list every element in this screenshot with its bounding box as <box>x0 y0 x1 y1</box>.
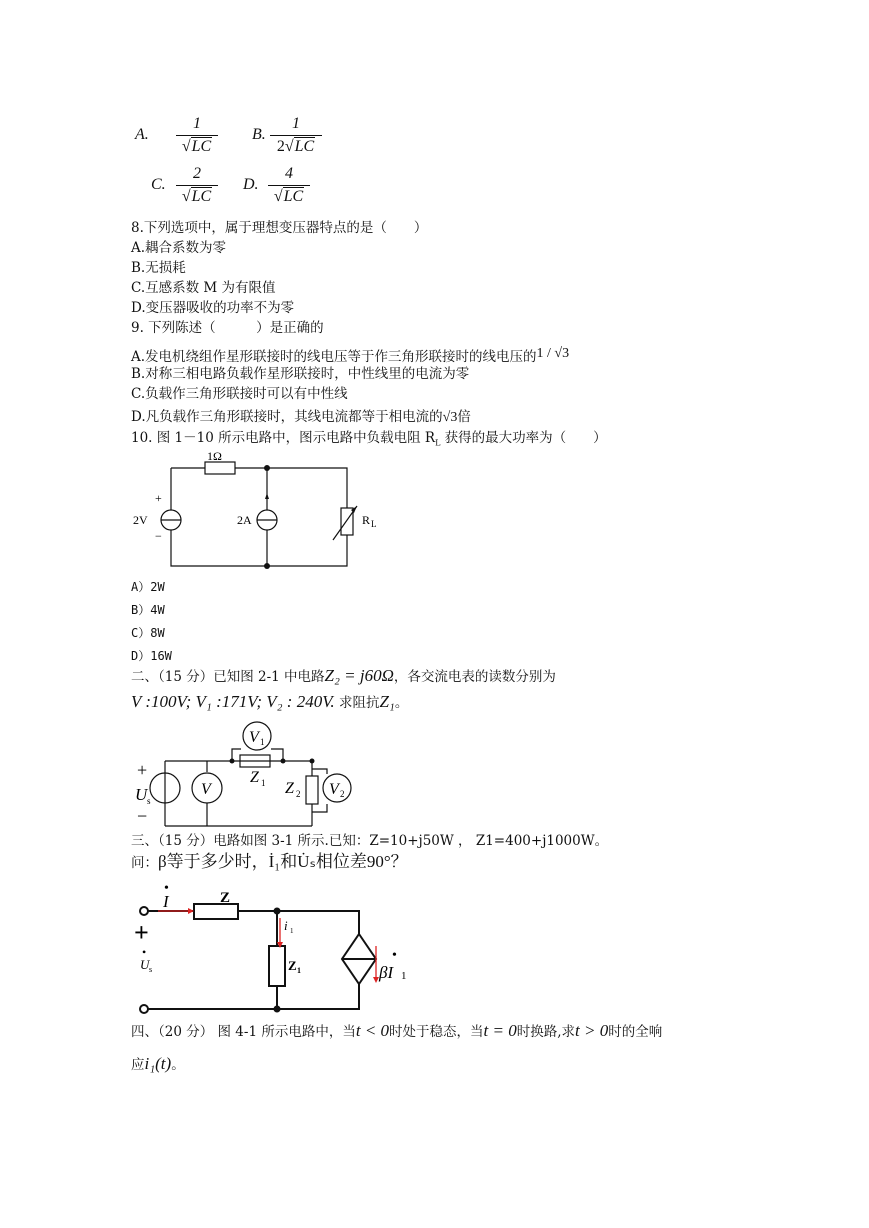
option-c-label: C. <box>151 176 166 193</box>
p2-line2-z: Z₁ <box>379 692 395 711</box>
option-c-fraction: $\frac{2}{√LC}$ <box>176 164 218 208</box>
option-b-label: B. <box>252 126 266 143</box>
p2-line1 <box>131 667 556 686</box>
p4-line2-post: 。 <box>171 1057 185 1073</box>
option-d-fraction: $\frac{4}{√LC}$ <box>268 164 310 208</box>
option-d-denominator: LC <box>283 188 304 205</box>
q8-option-a: A.耦合系数为零 <box>131 240 227 256</box>
option-b-denominator: LC <box>294 138 315 155</box>
circuit-figure-2-1 <box>125 714 365 826</box>
voltmeter-v1-label: V <box>249 729 259 746</box>
i1-sub: 1 <box>290 927 294 935</box>
circuit-figure-1-10 <box>125 448 395 578</box>
q9-option-a-text: A.发电机绕组作星形联接时的线电压等于作三角形联接时的线电压的 <box>131 349 537 365</box>
p4-line2-pre: 应 <box>131 1057 145 1073</box>
p4-line1-math-1: t < 0 <box>355 1021 390 1040</box>
z-label: Z <box>220 890 231 906</box>
p3-line2-math: β等于多少时，İ₁和U̇ₛ相位差90°？ <box>158 852 408 871</box>
option-c-denominator: LC <box>191 188 212 205</box>
option-a-label: A. <box>135 126 149 143</box>
load-label: R <box>362 513 371 527</box>
z1-sub: 1 <box>261 778 266 788</box>
q9-option-d <box>131 408 471 427</box>
p2-line1-math: Z₂ = j60Ω <box>324 666 394 685</box>
minus-sign: − <box>137 806 148 826</box>
isource-label: 2A <box>237 513 252 527</box>
minus-sign: − <box>155 529 162 543</box>
us-label: U <box>135 785 148 804</box>
q9-option-a-math: 1 / √3 <box>536 346 570 361</box>
option-a-numerator: 1 <box>176 114 218 136</box>
option-a-denominator: LC <box>191 138 212 155</box>
voltmeter-v1-sub: 1 <box>260 737 265 747</box>
p4-line1-math-3: t > 0 <box>575 1021 609 1040</box>
voltmeter-v2-label: V <box>329 781 339 798</box>
z2-sub: 2 <box>296 789 301 799</box>
option-d-label: D. <box>243 176 259 193</box>
q8-option-c: C.互感系数 M 为有限值 <box>131 280 276 296</box>
p2-line2-post: 求阻抗 <box>334 695 380 711</box>
us-label: U <box>140 957 150 972</box>
p2-line2-end: 。 <box>394 695 409 711</box>
option-b-numerator: 1 <box>270 114 322 136</box>
q9-option-d-math: √3 <box>442 410 458 425</box>
option-d-numerator: 4 <box>268 164 310 186</box>
z1-label: Z <box>250 769 259 786</box>
resistor-label: 1Ω <box>207 449 222 463</box>
p2-line1-post: ，各交流电表的读数分别为 <box>393 669 556 685</box>
us-sub: s <box>147 796 151 806</box>
q10-option-a: A）2W <box>131 580 165 594</box>
q8-option-d: D.变压器吸收的功率不为零 <box>131 300 295 316</box>
i1-label: i <box>284 918 288 933</box>
p2-line2-math: V :100V; V₁ :171V; V₂ : 240V. <box>131 692 335 711</box>
p2-line1-pre: 二、（15 分）已知图 2-1 中电路 <box>131 669 325 685</box>
z2-label: Z <box>285 780 294 797</box>
p4-line1 <box>131 1022 662 1041</box>
vsource-label: 2V <box>133 513 148 527</box>
q8-stem: 8.下列选项中，属于理想变压器特点的是（ ） <box>131 220 428 236</box>
z1-sub: 1 <box>297 966 301 975</box>
q10-option-d: D）16W <box>131 649 172 663</box>
z1-label: Z <box>288 958 297 973</box>
option-c-numerator: 2 <box>176 164 218 186</box>
q10-stem-tail: 获得的最大功率为（ ） <box>440 430 607 446</box>
p3-line2 <box>131 853 408 872</box>
option-a-fraction: $\frac{1}{√LC}$ <box>176 114 218 158</box>
plus-sign: + <box>137 760 148 780</box>
q10-stem-text: 10. 图 1－10 所示电路中，图示电路中负载电阻 R <box>131 430 436 446</box>
load-sub: L <box>371 519 377 529</box>
circuit-figure-3-1 <box>130 880 407 1015</box>
q9-stem: 9. 下列陈述（ ）是正确的 <box>131 320 324 336</box>
p3-line2-pre: 问： <box>131 855 158 871</box>
p4-line2 <box>131 1055 185 1074</box>
p4-line2-math: i₁(t) <box>144 1054 172 1073</box>
option-b-fraction: $\frac{1}{2√LC}$ <box>270 114 322 158</box>
current-i-dot: • <box>164 881 169 896</box>
q9-option-d-text: D.凡负载作三角形联接时，其线电流都等于相电流的 <box>131 409 443 425</box>
current-i-label: I <box>163 892 169 911</box>
p4-line1-post: 时的全响 <box>608 1024 663 1040</box>
q10-option-b: B）4W <box>131 603 165 617</box>
p4-line1-mid: 时处于稳态，当 <box>389 1024 484 1040</box>
q9-option-a <box>131 345 569 366</box>
p4-line1-math-2: t = 0 <box>483 1021 517 1040</box>
p3-line1: 三、（15 分）电路如图 3-1 所示.已知：Z=10+j50W ， Z1=400+j1000W。 <box>131 833 609 849</box>
p2-line2 <box>131 693 408 712</box>
q9-option-c: C.负载作三角形联接时可以有中性线 <box>131 386 348 402</box>
voltmeter-v2-sub: 2 <box>340 789 345 799</box>
plus-sign: + <box>134 918 149 947</box>
q10-stem-sub: L <box>435 438 441 448</box>
dependent-source-sub: 1 <box>401 970 407 982</box>
option-b-coef: 2 <box>276 138 285 155</box>
voltmeter-v-label: V <box>201 781 211 798</box>
p4-line1-pre: 四、（20 分） 图 4-1 所示电路中，当 <box>131 1024 356 1040</box>
q9-option-d-tail: 倍 <box>457 409 471 425</box>
us-dot: • <box>142 945 147 959</box>
p4-line1-mid2: 时换路,求 <box>516 1024 576 1040</box>
us-sub: s <box>149 965 153 974</box>
q10-option-c: C）8W <box>131 626 165 640</box>
q8-option-b: B.无损耗 <box>131 260 186 276</box>
dependent-source-dot: • <box>392 948 397 963</box>
q9-option-b: B.对称三相电路负载作星形联接时，中性线里的电流为零 <box>131 366 470 382</box>
plus-sign: + <box>155 491 162 505</box>
dependent-source-label: βI <box>379 963 394 982</box>
